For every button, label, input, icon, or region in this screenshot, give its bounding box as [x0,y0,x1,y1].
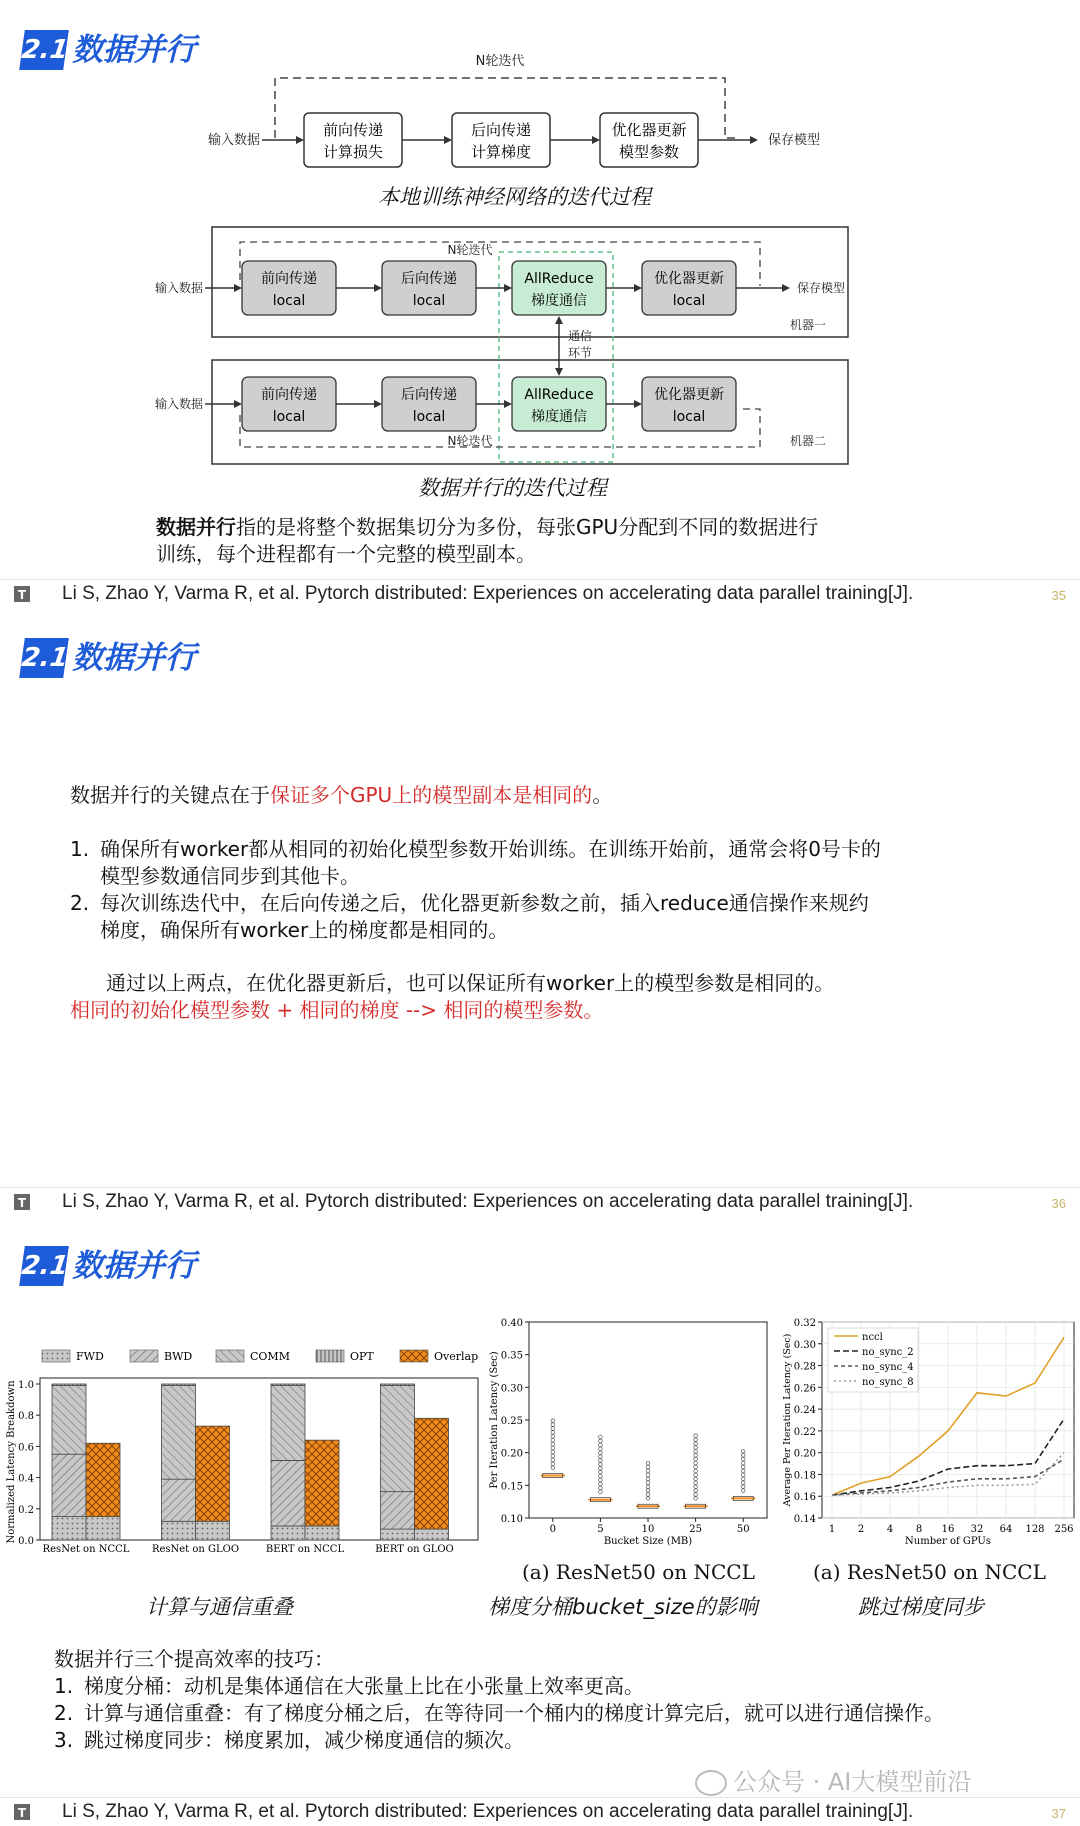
c2-xtick-label: 10 [641,1524,655,1535]
m1-forward [242,261,336,315]
c2-outlier [599,1447,603,1451]
c2-outlier [599,1486,603,1490]
c2-outlier [599,1439,603,1443]
c3-xlabel: Number of GPUs [905,1536,991,1547]
c2-outlier [741,1473,745,1477]
c2-outlier [646,1469,650,1473]
c2-outlier [694,1457,698,1461]
c1-ytick-label: 0.4 [18,1473,34,1485]
c2-outlier [551,1462,555,1466]
svg-text:计算梯度: 计算梯度 [470,143,532,161]
c2-outlier [599,1455,603,1459]
c2-ytick-label: 0.20 [500,1448,523,1460]
c1-bar-fwd [381,1529,415,1540]
key-point: 保证多个GPU上的模型副本是相同的 [270,783,593,807]
c2-outlier [694,1469,698,1473]
c2-outlier [551,1435,555,1439]
c1-bar-overlap [415,1418,449,1529]
c1-bar-bwd [271,1460,305,1526]
c2-outlier [741,1457,745,1461]
c2-outlier [694,1485,698,1489]
chart1-caption: 计算与通信重叠 [146,1595,293,1619]
c1-ytick-label: 0.0 [18,1536,34,1547]
input-label: 输入数据 [208,133,261,148]
machine1-label: 机器一 [790,318,827,332]
c2-outlier [741,1489,745,1493]
box-optimizer [600,113,698,167]
c2-outlier [599,1482,603,1486]
watermark: 公众号 · AI大模型前沿 [695,1762,971,1797]
c2-outlier [646,1461,650,1465]
svg-text:模型参数: 模型参数 [618,143,680,161]
c3-legend-label: no_sync_8 [862,1377,914,1388]
text-icon [14,586,30,602]
m1-backward [382,261,476,315]
c1-bar-bwd [381,1492,415,1529]
svg-text:梯度通信: 梯度通信 [531,409,587,425]
c2-outlier [741,1461,745,1465]
c2-outlier [646,1493,650,1497]
c1-bar-comm [271,1386,305,1461]
svg-text:梯度通信: 梯度通信 [531,293,587,309]
c2-outlier [599,1463,603,1467]
c2-outlier [741,1469,745,1473]
c2-ytick-label: 0.25 [500,1416,523,1427]
c2-ytick-label: 0.35 [500,1350,523,1362]
overlap-bar-chart [0,1326,485,1566]
c1-category-label: ResNet on GLOO [151,1544,240,1555]
c3-ytick-label: 0.30 [793,1339,816,1351]
m2-optimizer [642,377,736,431]
c2-outlier [551,1458,555,1462]
c3-legend-label: no_sync_2 [862,1347,914,1358]
c2-outlier [646,1481,650,1485]
c2-xtick-label: 0 [549,1524,556,1535]
c3-xtick-label: 8 [915,1524,923,1535]
c2-outlier [694,1461,698,1465]
slide2-item-2: 2. 每次训练迭代中，在后向传递之后，优化器更新参数之前，插入reduce通信操作来规约 梯度，确保所有worker上的梯度都是相同的。 [70,891,869,942]
tips-title: 数据并行三个提高效率的技巧： [54,1647,334,1671]
c1-bar-fwd [86,1517,120,1540]
c2-outlier [694,1453,698,1457]
slide-36 [0,608,1080,1190]
m1-optimizer [642,261,736,315]
c3-xtick-label: 256 [1054,1524,1074,1535]
m2-forward [242,377,336,431]
data-parallel-diagram [0,220,1080,470]
c2-outlier [741,1465,745,1469]
c2-outlier [551,1450,555,1454]
c2-outlier [646,1497,650,1501]
c1-ytick-label: 1.0 [18,1380,34,1391]
svg-text:后向传递: 后向传递 [401,271,457,287]
slide-35 [0,0,1080,578]
c1-legend-swatch [42,1350,70,1362]
local-training-diagram [0,0,1080,210]
c2-ytick-label: 0.30 [500,1383,523,1395]
c3-ytick-label: 0.22 [793,1426,816,1438]
c3-ytick-label: 0.28 [793,1361,816,1373]
c2-outlier [599,1470,603,1474]
c2-outlier [694,1446,698,1450]
c2-outlier [694,1477,698,1481]
c1-ytick-label: 0.6 [18,1442,34,1454]
c2-outlier [599,1443,603,1447]
c2-outlier [694,1497,698,1501]
c2-outlier [741,1453,745,1457]
c3-ytick-label: 0.24 [793,1405,816,1417]
tip-1: 1. 梯度分桶：动机是集体通信在大张量上比在小张量上效率更高。 [54,1674,644,1698]
c1-bar-fwd [196,1521,230,1540]
svg-text:local: local [672,409,706,425]
svg-text:优化器更新: 优化器更新 [654,387,724,403]
svg-text:输入数据: 输入数据 [155,281,204,295]
svg-text:local: local [412,409,446,425]
c3-ytick-label: 0.20 [793,1448,816,1460]
c2-outlier [599,1467,603,1471]
c1-bar-opt [271,1384,305,1386]
c1-legend-swatch [216,1350,244,1362]
svg-text:local: local [272,293,306,309]
c3-xtick-label: 32 [970,1524,984,1535]
c2-outlier [646,1489,650,1493]
svg-text:输入数据: 输入数据 [155,397,204,411]
svg-text:前向传递: 前向传递 [261,387,317,403]
c1-bar-overlap [86,1443,120,1516]
c3-xtick-label: 1 [828,1524,836,1535]
c1-legend-label: FWD [76,1350,104,1363]
m2-backward [382,377,476,431]
c1-ylabel: Normalized Latency Breakdown [6,1380,17,1544]
c1-legend-label: OPT [350,1350,374,1363]
caption-local-training: 本地训练神经网络的迭代过程 [378,185,651,209]
c1-bar-opt [52,1384,86,1386]
section-title: 数据并行 [72,32,196,68]
c2-outlier [599,1459,603,1463]
c2-outlier [694,1481,698,1485]
slide2-intro: 数据并行的关键点在于保证多个GPU上的模型副本是相同的。 [70,783,613,807]
c2-outlier [646,1465,650,1469]
tip-3: 3. 跳过梯度同步：梯度累加，减少梯度通信的频次。 [54,1728,524,1752]
c2-outlier [551,1446,555,1450]
desc-bold: 数据并行 [156,515,236,539]
c1-legend-label: Overlap [434,1350,479,1363]
svg-text:T: T [17,588,27,602]
c1-ytick-label: 0.2 [18,1504,34,1516]
footer-36 [0,1188,1080,1216]
c1-legend-swatch [316,1350,344,1362]
svg-text:后向传递: 后向传递 [401,387,457,403]
c1-bar-opt [162,1384,196,1386]
svg-text:local: local [412,293,446,309]
c1-bar-comm [162,1386,196,1480]
c1-ytick-label: 0.8 [18,1411,34,1423]
c1-legend-label: BWD [164,1350,193,1363]
m1-allreduce [512,261,606,315]
c2-ylabel: Per Iteration Latency (Sec) [489,1351,500,1489]
c2-outlier [741,1477,745,1481]
c1-bar-fwd [415,1529,449,1540]
svg-text:优化器更新: 优化器更新 [611,121,687,139]
section-badge: 2.1 [19,1246,69,1286]
text-icon [14,1194,30,1210]
c2-outlier [646,1473,650,1477]
svg-text:保存模型: 保存模型 [797,281,846,295]
wechat-icon [695,1770,727,1796]
c2-outlier [551,1454,555,1458]
c1-bar-overlap [305,1440,339,1526]
svg-text:local: local [272,409,306,425]
c1-bar-overlap [196,1426,230,1521]
svg-text:前向传递: 前向传递 [322,121,384,139]
c2-outlier [694,1473,698,1477]
svg-text:环节: 环节 [568,346,593,360]
c3-xtick-label: 128 [1025,1524,1045,1535]
c2-outlier [694,1442,698,1446]
c1-category-label: BERT on NCCL [265,1544,345,1555]
svg-text:前向传递: 前向传递 [261,271,317,287]
page-number: 35 [1051,588,1066,603]
svg-text:local: local [672,293,706,309]
c2-outlier [551,1427,555,1431]
c2-xtick-label: 5 [597,1524,604,1535]
bucket-size-chart [485,1304,775,1554]
chart3-sublabel: (a) ResNet50 on NCCL [813,1560,1046,1584]
c3-xtick-label: 2 [857,1524,865,1535]
svg-text:T: T [17,1806,27,1820]
box-forward [304,113,402,167]
chart3-caption: 跳过梯度同步 [858,1595,984,1619]
svg-text:优化器更新: 优化器更新 [654,271,724,287]
c1-bar-fwd [305,1526,339,1540]
c2-outlier [551,1423,555,1427]
c2-outlier [694,1434,698,1438]
slide-37 [0,1216,1080,1800]
slide2-conclusion: 通过以上两点，在优化器更新后，也可以保证所有worker上的模型参数是相同的。 [106,971,835,995]
output-label: 保存模型 [768,133,821,148]
c2-outlier [694,1438,698,1442]
c2-outlier [551,1431,555,1435]
svg-text:计算损失: 计算损失 [322,143,384,161]
c1-legend-swatch [400,1350,428,1362]
section-badge: 2.1 [19,30,69,70]
c1-bar-bwd [162,1479,196,1521]
c2-outlier [551,1466,555,1470]
c2-outlier [694,1465,698,1469]
c2-outlier [599,1474,603,1478]
c2-outlier [646,1477,650,1481]
c1-bar-comm [381,1386,415,1492]
skip-sync-line-chart [778,1304,1080,1554]
machine2-label: 机器二 [790,434,827,448]
c2-xlabel: Bucket Size (MB) [603,1536,693,1547]
c1-bar-fwd [271,1526,305,1540]
loop-label: N轮迭代 [475,54,525,69]
c3-ytick-label: 0.32 [793,1318,816,1329]
c3-ytick-label: 0.16 [793,1492,816,1504]
c3-legend-label: no_sync_4 [862,1362,914,1373]
c2-outlier [599,1435,603,1439]
slide2-item-1: 1. 确保所有worker都从相同的初始化模型参数开始训练。在训练开始前，通常会将0号卡的 模型参数通信同步到其他卡。 [70,837,881,888]
c2-xtick-label: 50 [736,1524,750,1535]
chart2-sublabel: (a) ResNet50 on NCCL [522,1560,755,1584]
chart2-caption: 梯度分桶bucket_size的影响 [488,1595,758,1619]
footer-35 [0,580,1080,608]
c2-outlier [599,1490,603,1494]
c1-category-label: ResNet on NCCL [42,1544,130,1555]
section-title: 数据并行 [72,640,196,676]
svg-text:T: T [17,1196,27,1210]
c1-bar-comm [52,1386,86,1455]
c3-xtick-label: 4 [886,1524,894,1535]
c2-outlier [551,1419,555,1423]
c1-bar-opt [381,1384,415,1386]
tip-2: 2. 计算与通信重叠：有了梯度分桶之后，在等待同一个桶内的梯度计算完后，就可以进行通信操作。 [54,1701,944,1725]
c2-outlier [741,1481,745,1485]
c1-legend-swatch [130,1350,158,1362]
box-backward [452,113,550,167]
text-icon [14,1804,30,1820]
c2-outlier [694,1493,698,1497]
c2-outlier [599,1451,603,1455]
section-badge: 2.1 [19,638,69,678]
reference-text: Li S, Zhao Y, Varma R, et al. Pytorch distributed: Experiences on accelerating data parallel training[J]. [62,1801,914,1822]
c3-xtick-label: 64 [999,1524,1013,1535]
c1-legend-label: COMM [250,1350,290,1363]
reference-text: Li S, Zhao Y, Varma R, et al. Pytorch distributed: Experiences on accelerating data parallel training[J]. [62,583,914,604]
c1-bar-bwd [52,1454,86,1516]
tips-list [54,1646,1064,1754]
c2-outlier [599,1478,603,1482]
c2-outlier [741,1485,745,1489]
c2-ytick-label: 0.40 [500,1318,523,1329]
svg-text:后向传递: 后向传递 [470,121,532,139]
slide2-formula: 相同的初始化模型参数 + 相同的梯度 --> 相同的模型参数。 [70,998,604,1022]
slide1-description: 数据并行指的是将整个数据集切分为多份，每张GPU分配到不同的数据进行 训练，每个进程都有一个完整的模型副本。 [156,515,819,566]
svg-text:AllReduce: AllReduce [524,387,594,403]
c3-ytick-label: 0.18 [793,1470,816,1482]
m2-allreduce [512,377,606,431]
page-number: 37 [1051,1806,1066,1821]
c2-outlier [551,1438,555,1442]
section-title: 数据并行 [72,1248,196,1284]
c3-ytick-label: 0.26 [793,1383,816,1395]
reference-text: Li S, Zhao Y, Varma R, et al. Pytorch distributed: Experiences on accelerating data parallel training[J]. [62,1191,914,1212]
c2-outlier [694,1450,698,1454]
c3-ytick-label: 0.14 [793,1514,816,1525]
c3-xtick-label: 16 [941,1524,955,1535]
footer-37 [0,1798,1080,1826]
c1-bar-fwd [52,1517,86,1540]
svg-text:AllReduce: AllReduce [524,271,594,287]
c1-category-label: BERT on GLOO [375,1544,454,1555]
c2-outlier [646,1485,650,1489]
c1-bar-fwd [162,1521,196,1540]
caption-data-parallel: 数据并行的迭代过程 [418,476,607,500]
c2-ytick-label: 0.15 [500,1481,523,1493]
svg-text:N轮迭代: N轮迭代 [447,243,493,257]
c2-xtick-label: 25 [689,1524,702,1535]
c2-outlier [741,1450,745,1454]
svg-text:N轮迭代: N轮迭代 [447,434,493,448]
page-number: 36 [1051,1196,1066,1211]
c3-ylabel: Average Per Iteration Latency (Sec) [782,1333,793,1507]
c2-outlier [551,1442,555,1446]
c3-legend-label: nccl [862,1332,883,1343]
comm-label: 通信 [568,329,593,343]
c2-ytick-label: 0.10 [500,1514,523,1525]
c2-outlier [694,1489,698,1493]
